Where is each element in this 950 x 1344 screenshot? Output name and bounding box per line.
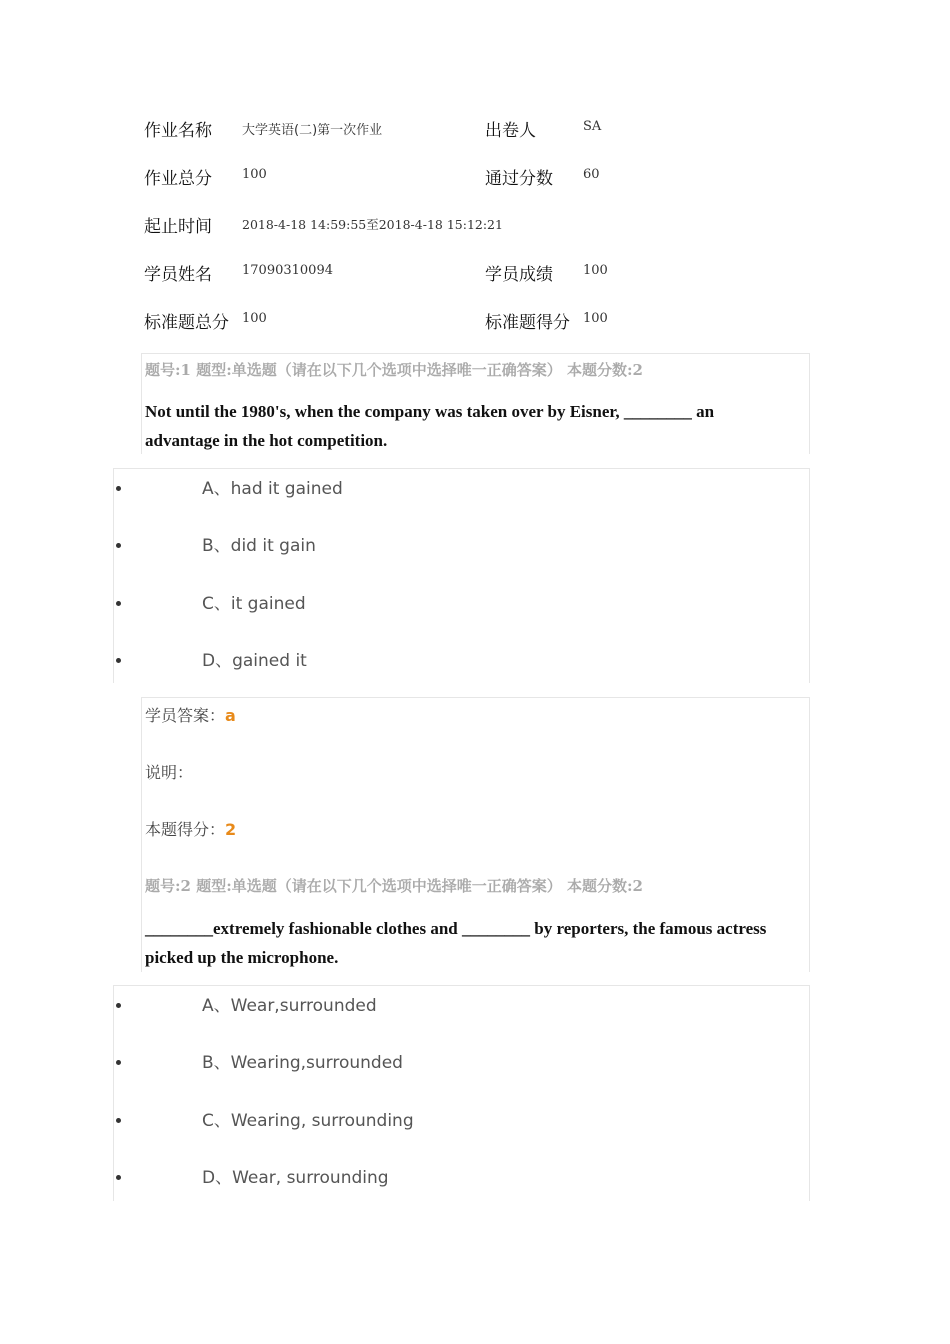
explanation-label: 说明： [145,763,194,782]
total-score-label: 作业总分 [144,169,212,189]
option-a[interactable] [114,991,809,1015]
option-c[interactable] [114,1106,809,1130]
standard-total-label: 标准题总分 [144,313,229,333]
option-c[interactable] [114,589,809,613]
question-1-options [113,468,810,683]
option-d[interactable] [114,1163,809,1187]
question-score-value: 2 [225,820,237,839]
question-2-text: ________extremely fashionable clothes and ________ by reporters, the famous actress picked up the microphone. [145,919,767,967]
option-label: D、gained it [202,651,307,671]
bullet-icon [116,486,121,491]
bullet-icon [116,1175,121,1180]
question-1-answer-block [141,697,810,972]
student-score-value: 100 [583,263,608,278]
question-score-label: 本题得分： [145,820,226,839]
question-1-block [141,353,810,454]
question-1-header: 题号:1 题型:单选题（请在以下几个选项中选择唯一正确答案） 本题分数:2 [145,361,643,379]
question-2-header: 题号:2 题型:单选题（请在以下几个选项中选择唯一正确答案） 本题分数:2 [145,877,643,895]
bullet-icon [116,1003,121,1008]
time-label: 起止时间 [144,217,212,237]
author-label: 出卷人 [485,121,536,141]
student-answer-value: a [225,706,236,725]
student-answer-label: 学员答案： [145,706,226,725]
option-label: D、Wear, surrounding [202,1168,389,1188]
option-label: A、Wear,surrounded [202,996,377,1016]
bullet-icon [116,1060,121,1065]
question-1-text: Not until the 1980's, when the company was taken over by Eisner, ________ an advantage in the hot competition. [145,402,715,450]
option-d[interactable] [114,646,809,670]
option-label: A、had it gained [202,479,343,499]
pass-score-label: 通过分数 [485,169,553,189]
option-label: B、did it gain [202,536,316,556]
standard-got-value: 100 [583,311,608,326]
option-b[interactable] [114,531,809,555]
time-range-value: 2018-4-18 14:59:55至2018-4-18 15:12:21 [242,217,503,232]
total-score-value: 100 [242,167,267,182]
bullet-icon [116,1118,121,1123]
standard-total-value: 100 [242,311,267,326]
option-label: C、Wearing, surrounding [202,1111,414,1131]
option-label: B、Wearing,surrounded [202,1053,403,1073]
standard-got-label: 标准题得分 [485,313,570,333]
student-name-label: 学员姓名 [144,265,212,285]
pass-score-value: 60 [583,167,600,182]
assignment-name-value: 大学英语(二)第一次作业 [242,123,383,138]
option-b[interactable] [114,1048,809,1072]
bullet-icon [116,543,121,548]
bullet-icon [116,601,121,606]
option-label: C、it gained [202,594,306,614]
option-a[interactable] [114,474,809,498]
bullet-icon [116,658,121,663]
student-name-value: 17090310094 [242,263,333,278]
assignment-name-label: 作业名称 [144,121,212,141]
question-2-options [113,985,810,1201]
student-answer [145,703,236,726]
author-value: SA [583,119,602,134]
question-score [145,817,236,840]
student-score-label: 学员成绩 [485,265,553,285]
